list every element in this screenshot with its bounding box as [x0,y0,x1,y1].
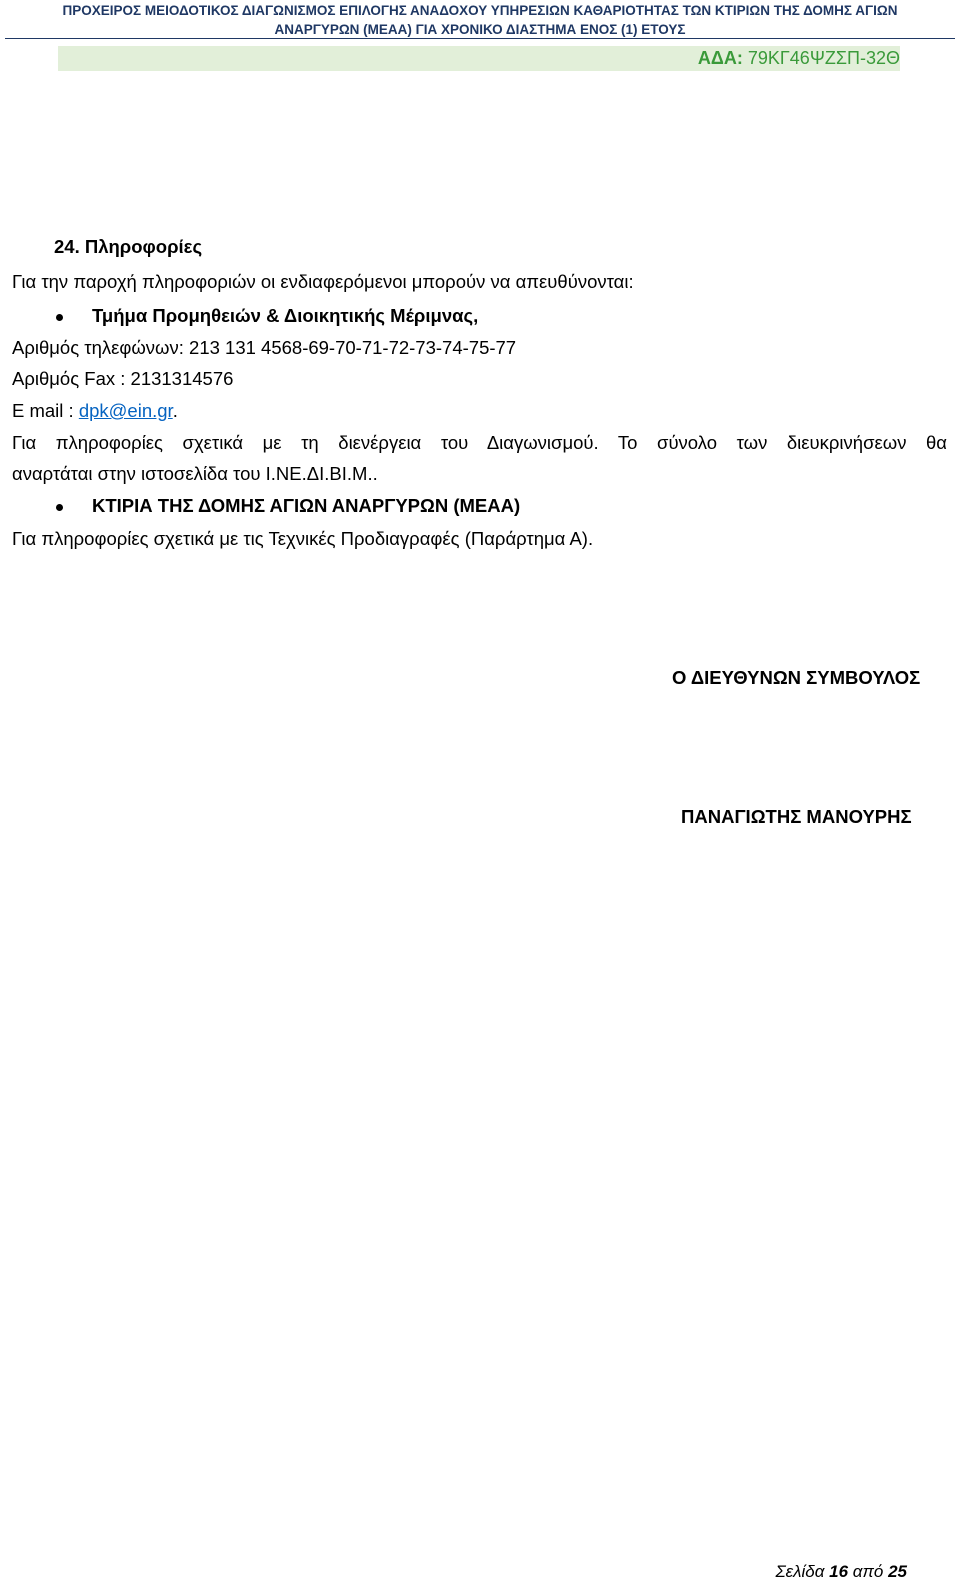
bullet-icon [56,504,63,511]
fax-line: Αριθμός Fax : 2131314576 [12,368,234,389]
page-word: Σελίδα [775,1562,825,1581]
email-suffix: . [172,400,178,421]
email-line [12,400,178,422]
signatory-name: ΠΑΝΑΓΙΩΤΗΣ ΜΑΝΟΥΡΗΣ [681,806,912,827]
header-line-2: ΑΝΑΡΓΥΡΩΝ (ΜΕΑΑ) ΓΙΑ ΧΡΟΝΙΚΟ ΔΙΑΣΤΗΜΑ ΕΝΟΣ (1) ΕΤΟΥΣ [274,22,686,37]
page-total: 25 [888,1562,907,1581]
header-rule [5,38,955,39]
info-line-1: Για πληροφορίες σχετικά με τη διενέργεια του Διαγωνισμού. Το σύνολο των διευκρινήσεων θα [12,432,947,453]
info-line-2: αναρτάται στην ιστοσελίδα του Ι.ΝΕ.ΔΙ.ΒΙ.Μ.. [12,463,378,484]
ada-label: ΑΔΑ: [697,48,743,68]
header-line-1: ΠΡΟΧΕΙΡΟΣ ΜΕΙΟΔΟΤΙΚΟΣ ΔΙΑΓΩΝΙΣΜΟΣ ΕΠΙΛΟΓΗΣ ΑΝΑΔΟΧΟΥ ΥΠΗΡΕΣΙΩΝ ΚΑΘΑΡΙΟΤΗΤΑΣ ΤΩΝ ΚΤΙΡΙΩΝ ΤΗΣ ΔΟΜΗΣ ΑΓΙΩΝ [62,3,898,18]
ada-value: 79ΚΓ46ΨΖΣΠ-32Θ [747,48,900,68]
page-footer [775,1562,907,1582]
section-title: 24. Πληροφορίες [54,236,203,257]
signatory-role: Ο ΔΙΕΥΘΥΝΩΝ ΣΥΜΒΟΥΛΟΣ [672,667,921,688]
tech-info-line: Για πληροφορίες σχετικά με τις Τεχνικές Προδιαγραφές (Παράρτημα Α). [12,528,594,549]
bullet-buildings-text: ΚΤΙΡΙΑ ΤΗΣ ΔΟΜΗΣ ΑΓΙΩΝ ΑΝΑΡΓΥΡΩΝ (ΜΕΑΑ) [92,495,521,516]
page-number: 16 [829,1562,849,1581]
of-word: από [852,1562,884,1581]
email-prefix: E mail : [12,400,79,421]
bullet-icon [56,314,63,321]
phone-line: Αριθμός τηλεφώνων: 213 131 4568-69-70-71-72-73-74-75-77 [12,337,517,358]
email-link[interactable]: dpk@ein.gr [78,400,173,421]
bullet-procurement-text: Τμήμα Προμηθειών & Διοικητικής Μέριμνας, [92,305,479,326]
intro-text: Για την παροχή πληροφοριών οι ενδιαφερόμενοι μπορούν να απευθύνονται: [12,271,634,292]
ada-code [698,48,900,69]
